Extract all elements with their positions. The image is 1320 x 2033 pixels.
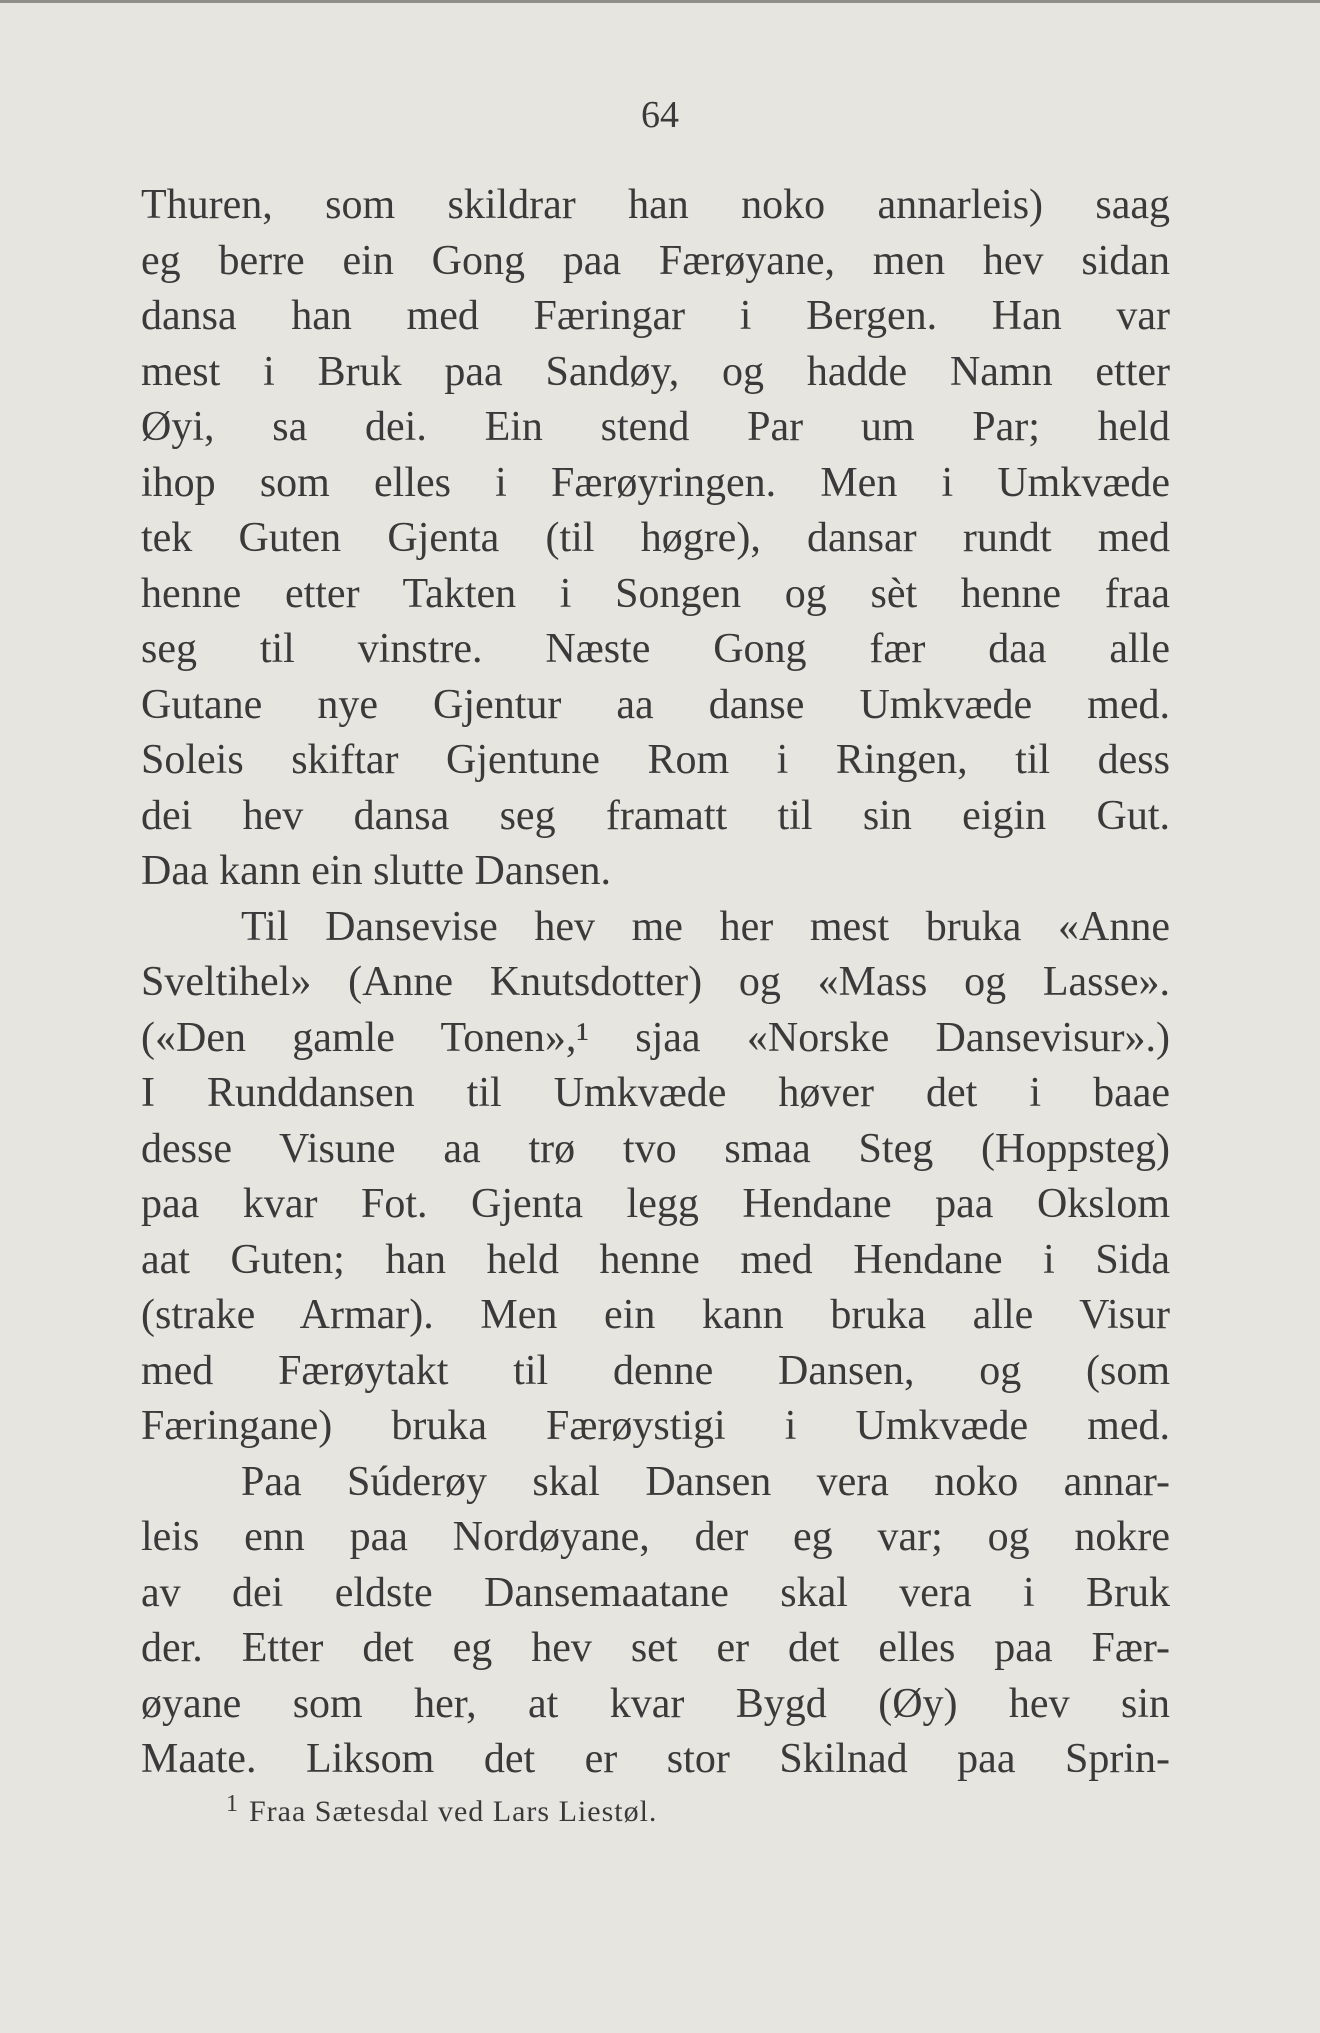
text-line: I Runddansen til Umkvæde høver det i baae bbox=[141, 1070, 1170, 1116]
text-line: med Færøytakt til denne Dansen, og (som bbox=[141, 1347, 1170, 1394]
page-number: 64 bbox=[641, 94, 679, 136]
text-line: Thuren, som skildrar han noko annarleis) saag bbox=[141, 182, 1170, 228]
footnote bbox=[226, 1790, 657, 1830]
text-line: dansa han med Færingar i Bergen. Han var bbox=[141, 293, 1170, 339]
text-line: Maate. Liksom det er stor Skilnad paa Sprin- bbox=[141, 1736, 1170, 1782]
text-line: eg berre ein Gong paa Færøyane, men hev sidan bbox=[141, 237, 1170, 284]
text-line: leis enn paa Nordøyane, der eg var; og nokre bbox=[141, 1514, 1170, 1560]
footnote-mark: 1 bbox=[226, 1791, 239, 1817]
text-line: Gutane nye Gjentur aa danse Umkvæde med. bbox=[141, 681, 1170, 728]
text-line: seg til vinstre. Næste Gong fær daa alle bbox=[141, 626, 1170, 672]
text-line: Færingane) bruka Færøystigi i Umkvæde med. bbox=[141, 1403, 1170, 1449]
text-line: ihop som elles i Færøyringen. Men i Umkvæde bbox=[141, 459, 1170, 506]
text-line: («Den gamle Tonen»,¹ sjaa «Norske Dansevisur».) bbox=[141, 1014, 1170, 1061]
text-line: paa kvar Fot. Gjenta legg Hendane paa Okslom bbox=[141, 1181, 1170, 1227]
text-line: tek Guten Gjenta (til høgre), dansar rundt med bbox=[141, 515, 1170, 561]
footnote-text: Fraa Sætesdal ved Lars Liestøl. bbox=[249, 1795, 658, 1828]
text-line: der. Etter det eg hev set er det elles paa Fær- bbox=[141, 1625, 1170, 1671]
text-line: mest i Bruk paa Sandøy, og hadde Namn etter bbox=[141, 348, 1170, 395]
text-line: dei hev dansa seg framatt til sin eigin Gut. bbox=[141, 792, 1170, 839]
text-line: Daa kann ein slutte Dansen. bbox=[141, 848, 612, 894]
body-text bbox=[141, 178, 1170, 1788]
page-edge bbox=[0, 0, 1320, 3]
text-line: av dei eldste Dansemaatane skal vera i Bruk bbox=[141, 1569, 1170, 1616]
text-line: Soleis skiftar Gjentune Rom i Ringen, til dess bbox=[141, 737, 1170, 783]
text-line: (strake Armar). Men ein kann bruka alle Visur bbox=[141, 1292, 1170, 1338]
text-line: henne etter Takten i Songen og sèt henne fraa bbox=[141, 570, 1170, 617]
text-line: aat Guten; han held henne med Hendane i Sida bbox=[141, 1236, 1170, 1283]
text-line: Paa Súderøy skal Dansen vera noko annar- bbox=[241, 1458, 1170, 1505]
text-line: Sveltihel» (Anne Knutsdotter) og «Mass og Lasse». bbox=[141, 959, 1170, 1005]
text-line: Til Dansevise hev me her mest bruka «Anne bbox=[241, 903, 1170, 950]
text-line: Øyi, sa dei. Ein stend Par um Par; held bbox=[141, 404, 1170, 450]
text-line: desse Visune aa trø tvo smaa Steg (Hoppsteg) bbox=[141, 1125, 1170, 1172]
text-line: øyane som her, at kvar Bygd (Øy) hev sin bbox=[141, 1680, 1170, 1727]
